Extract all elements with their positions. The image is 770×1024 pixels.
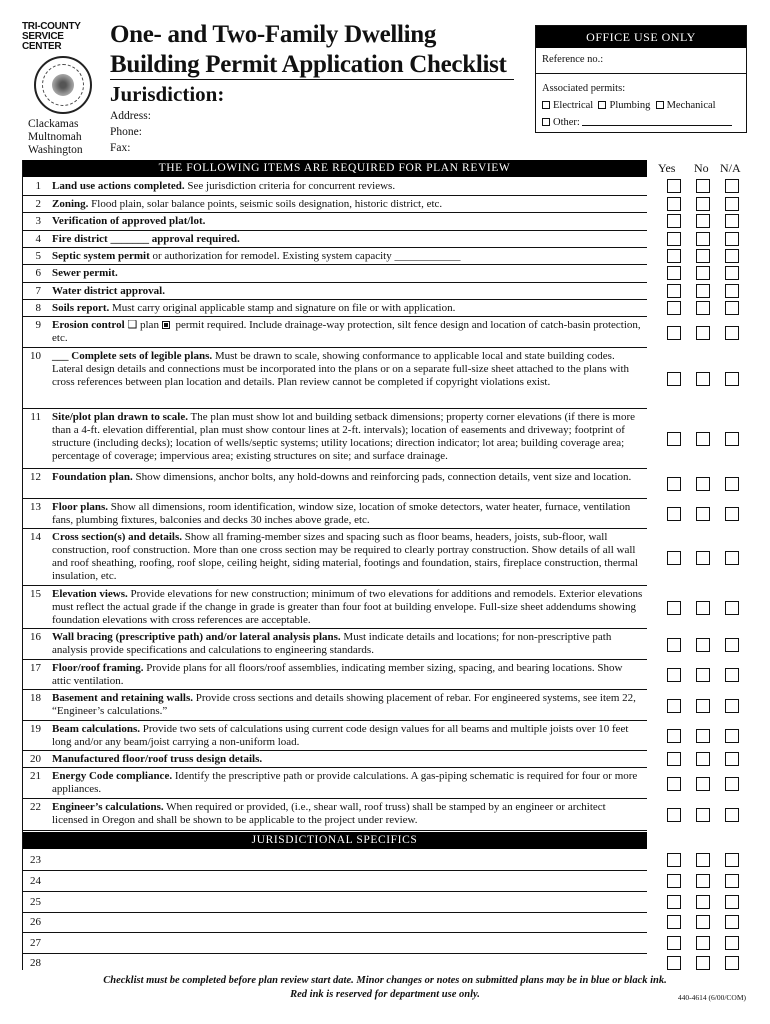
specifics-row[interactable] bbox=[22, 933, 647, 954]
checkbox-yes[interactable] bbox=[667, 284, 681, 298]
reference-label: Reference no.: bbox=[542, 54, 604, 65]
item-title: Cross section(s) and details. bbox=[52, 531, 182, 543]
item-title: Wall bracing (prescriptive path) and/or lateral analysis plans. bbox=[52, 631, 341, 643]
specifics-number: 23 bbox=[30, 854, 41, 866]
item-text bbox=[52, 501, 643, 527]
checkbox-no[interactable] bbox=[696, 936, 710, 950]
checkbox-no[interactable] bbox=[696, 668, 710, 682]
item-number: 6 bbox=[35, 267, 41, 279]
specifics-row[interactable] bbox=[22, 871, 647, 892]
item-title: Elevation views. bbox=[52, 588, 128, 600]
checklist-row bbox=[22, 248, 647, 265]
item-text bbox=[52, 180, 643, 193]
office-use-heading: OFFICE USE ONLY bbox=[536, 26, 746, 48]
electrical-checkbox[interactable] bbox=[542, 101, 550, 109]
checkbox-na[interactable] bbox=[725, 915, 739, 929]
checkbox-no[interactable] bbox=[696, 197, 710, 211]
checkbox-na[interactable] bbox=[725, 179, 739, 193]
county-seal-icon bbox=[34, 56, 92, 114]
jurisdictional-specifics-heading: JURISDICTIONAL SPECIFICS bbox=[22, 832, 647, 849]
agency-name bbox=[22, 22, 102, 52]
checkbox-yes[interactable] bbox=[667, 752, 681, 766]
item-text bbox=[52, 753, 643, 766]
checkbox-na[interactable] bbox=[725, 752, 739, 766]
county-multnomah: Multnomah bbox=[28, 131, 82, 143]
checkbox-yes[interactable] bbox=[667, 372, 681, 386]
item-number: 17 bbox=[30, 662, 41, 674]
other-permit bbox=[542, 114, 746, 131]
footer-note-line2: Red ink is reserved for department use only. bbox=[290, 989, 480, 1000]
checklist-row bbox=[22, 721, 647, 751]
checkbox-yes[interactable] bbox=[667, 197, 681, 211]
agency-line1: TRI-COUNTY bbox=[22, 21, 81, 32]
checkbox-no[interactable] bbox=[696, 729, 710, 743]
checkbox-yes[interactable] bbox=[667, 915, 681, 929]
item-number: 22 bbox=[30, 801, 41, 813]
mechanical-label: Mechanical bbox=[666, 100, 716, 111]
checklist-row bbox=[22, 196, 647, 213]
item-text bbox=[52, 302, 643, 315]
item-text bbox=[52, 250, 643, 263]
item-title: Sewer permit. bbox=[52, 267, 118, 279]
mechanical-checkbox[interactable] bbox=[656, 101, 664, 109]
checkbox-no[interactable] bbox=[696, 551, 710, 565]
item-number: 12 bbox=[30, 471, 41, 483]
checkbox-no[interactable] bbox=[696, 179, 710, 193]
checklist-row bbox=[22, 213, 647, 231]
item-description: Show all framing-member sizes and spacing such as floor beams, headers, joists, sub-floor, wall construction, roof construction. More than one cross section may be required to clearly portray construction. Show details of all wall and roof sheathing, roofing, roof slope, ceiling height, siding material, footings and foundation, stairs, fireplace construction, thermal insulation, etc. bbox=[52, 531, 638, 582]
other-input[interactable] bbox=[582, 116, 732, 126]
checklist-row bbox=[22, 768, 647, 799]
item-description: The plan must show lot and building setback dimensions; property corner elevations (if there is more than a 4-ft. elevation differential, plan must show contour lines at 2-ft. intervals); location of easements and driveway; footprint of structure (including decks); location of wells/septic systems; utility locations; direction indicator; lot area; building coverage area; percentage of coverage; impervious area; existing structures on site; and surface drainage. bbox=[52, 411, 636, 462]
item-number: 18 bbox=[30, 692, 41, 704]
checkbox-yes[interactable] bbox=[667, 179, 681, 193]
item-text bbox=[52, 801, 643, 827]
item-number: 1 bbox=[35, 180, 41, 192]
item-text bbox=[52, 319, 643, 345]
checkbox-yes[interactable] bbox=[667, 601, 681, 615]
checkbox-no[interactable] bbox=[696, 956, 710, 970]
item-text bbox=[52, 588, 643, 627]
checkbox-na[interactable] bbox=[725, 729, 739, 743]
checklist-row bbox=[22, 751, 647, 768]
item-description: Must indicate details and locations; for non-prescriptive path analysis provide specifications and calculations to engineering standards. bbox=[52, 631, 612, 656]
footer-note-line1: Checklist must be completed before plan review start date. Minor changes or notes on submitted plans may be in blue or black ink. bbox=[103, 975, 667, 986]
checklist-row bbox=[22, 529, 647, 586]
item-text bbox=[52, 285, 643, 298]
item-number: 9 bbox=[35, 319, 41, 331]
col-no-header: No bbox=[694, 161, 709, 175]
agency-logo bbox=[22, 22, 102, 174]
checkbox-no[interactable] bbox=[696, 266, 710, 280]
checklist-row bbox=[22, 317, 647, 348]
item-title: Basement and retaining walls. bbox=[52, 692, 193, 704]
item-title: Site/plot plan drawn to scale. bbox=[52, 411, 188, 423]
item-text bbox=[52, 350, 643, 389]
address-label: Address: bbox=[110, 110, 151, 122]
checkbox-yes[interactable] bbox=[667, 432, 681, 446]
checkbox-na[interactable] bbox=[725, 214, 739, 228]
checkbox-no[interactable] bbox=[696, 777, 710, 791]
checkbox-no[interactable] bbox=[696, 752, 710, 766]
item-number: 3 bbox=[35, 215, 41, 227]
checkbox-no[interactable] bbox=[696, 249, 710, 263]
specifics-number: 28 bbox=[30, 957, 41, 969]
checklist-row bbox=[22, 348, 647, 409]
checklist-row bbox=[22, 799, 647, 831]
checkbox-yes[interactable] bbox=[667, 874, 681, 888]
checkbox-no[interactable] bbox=[696, 301, 710, 315]
item-description: Identify the prescriptive path or provide calculations. A gas-piping schematic is required for four or more appliances. bbox=[52, 770, 638, 795]
permit-options bbox=[542, 97, 746, 114]
checkbox-na[interactable] bbox=[725, 668, 739, 682]
checkbox-na[interactable] bbox=[725, 699, 739, 713]
checkbox-yes[interactable] bbox=[667, 301, 681, 315]
col-na-header: N/A bbox=[720, 161, 741, 175]
checkbox-no[interactable] bbox=[696, 372, 710, 386]
contact-block bbox=[110, 108, 151, 156]
checkbox-na[interactable] bbox=[725, 432, 739, 446]
item-description: Must be drawn to scale, showing conformance to applicable local and state building codes. Lateral design details and connections must be incorporated into the plans or on a separate full-size sheet attached to the plans with cross references between plan location and details. Plan review cannot be completed if copyright violations exist. bbox=[52, 350, 630, 388]
checkbox-na[interactable] bbox=[725, 232, 739, 246]
item-text bbox=[52, 411, 643, 463]
checklist-row bbox=[22, 469, 647, 499]
item-number: 20 bbox=[30, 753, 41, 765]
checkbox-no[interactable] bbox=[696, 232, 710, 246]
specifics-row[interactable] bbox=[22, 953, 647, 970]
item-number: 7 bbox=[35, 285, 41, 297]
checkbox-yes[interactable] bbox=[667, 853, 681, 867]
item-number: 5 bbox=[35, 250, 41, 262]
checklist-row bbox=[22, 660, 647, 690]
item-title: Septic system permit bbox=[52, 250, 150, 262]
item-number: 21 bbox=[30, 770, 41, 782]
other-checkbox[interactable] bbox=[542, 118, 550, 126]
item-title: Foundation plan. bbox=[52, 471, 133, 483]
item-description: Provide elevations for new construction; minimum of two elevations for additions and remodels. Exterior elevations must reflect the actual grade if the change in grade is greater than four foot at building envelope. Full-size sheet addendums showing foundation elevations with cross references are acceptable. bbox=[52, 588, 643, 626]
table-left-border bbox=[22, 160, 23, 970]
agency-line2: SERVICE CENTER bbox=[22, 31, 64, 52]
plumbing-checkbox[interactable] bbox=[598, 101, 606, 109]
item-title: Water district approval. bbox=[52, 285, 165, 297]
item-title: Land use actions completed. bbox=[52, 180, 185, 192]
checkbox-na[interactable] bbox=[725, 249, 739, 263]
item-number: 10 bbox=[30, 350, 41, 362]
specifics-number: 25 bbox=[30, 896, 41, 908]
checklist-row bbox=[22, 300, 647, 317]
checkbox-yes[interactable] bbox=[667, 699, 681, 713]
electrical-label: Electrical bbox=[553, 100, 594, 111]
item-number: 4 bbox=[35, 233, 41, 245]
item-description: Provide two sets of calculations using current code design values for all beams and multiple joists over 10 feet long and/or any beam/joist carrying a non-uniform load. bbox=[52, 723, 629, 748]
item-text bbox=[52, 215, 643, 228]
checkbox-no[interactable] bbox=[696, 601, 710, 615]
checkbox-yes[interactable] bbox=[667, 808, 681, 822]
checkbox-yes[interactable] bbox=[667, 214, 681, 228]
item-text bbox=[52, 233, 643, 246]
plan-review-heading: THE FOLLOWING ITEMS ARE REQUIRED FOR PLAN REVIEW bbox=[22, 160, 647, 177]
checkbox-yes[interactable] bbox=[667, 232, 681, 246]
checkbox-na[interactable] bbox=[725, 936, 739, 950]
checkbox-na[interactable] bbox=[725, 601, 739, 615]
item-text bbox=[52, 198, 643, 211]
checkbox-no[interactable] bbox=[696, 432, 710, 446]
associated-permits bbox=[536, 74, 746, 131]
form-number: 440-4614 (6/00/COM) bbox=[677, 993, 746, 1002]
checklist-row bbox=[22, 629, 647, 660]
specifics-number: 24 bbox=[30, 875, 41, 887]
checklist-row bbox=[22, 409, 647, 469]
checkbox-yes[interactable] bbox=[667, 936, 681, 950]
checkbox-no[interactable] bbox=[696, 808, 710, 822]
specifics-number: 26 bbox=[30, 916, 41, 928]
checkbox-no[interactable] bbox=[696, 284, 710, 298]
checklist-row bbox=[22, 586, 647, 629]
item-description: Provide cross sections and details showing placement of rebar. For engineered systems, see item 22, “Engineer’s calculations.” bbox=[52, 692, 636, 717]
counties-list bbox=[22, 118, 102, 157]
plumbing-label: Plumbing bbox=[609, 100, 651, 111]
checkbox-yes[interactable] bbox=[667, 477, 681, 491]
item-text bbox=[52, 471, 643, 484]
checkbox-yes[interactable] bbox=[667, 956, 681, 970]
checkbox-no[interactable] bbox=[696, 874, 710, 888]
erosion-permit-checkbox[interactable] bbox=[162, 321, 170, 329]
item-text bbox=[52, 662, 643, 688]
reference-field[interactable] bbox=[536, 48, 746, 74]
item-title: Floor plans. bbox=[52, 501, 109, 513]
erosion-plan-option: ❑ plan bbox=[124, 319, 162, 331]
item-title: ___ Complete sets of legible plans. bbox=[52, 350, 213, 362]
item-title: Fire district _______ approval required. bbox=[52, 233, 240, 245]
associated-label: Associated permits: bbox=[542, 83, 626, 94]
checkbox-no[interactable] bbox=[696, 638, 710, 652]
specifics-row[interactable] bbox=[22, 850, 647, 871]
checklist-row bbox=[22, 231, 647, 248]
jurisdiction-label: Jurisdiction: bbox=[110, 82, 225, 106]
item-number: 16 bbox=[30, 631, 41, 643]
item-description: or authorization for remodel. Existing system capacity ____________ bbox=[149, 250, 461, 262]
checkbox-yes[interactable] bbox=[667, 551, 681, 565]
item-title: Energy Code compliance. bbox=[52, 770, 173, 782]
item-description: Must carry original applicable stamp and signature on file or with application. bbox=[109, 302, 456, 314]
item-number: 8 bbox=[35, 302, 41, 314]
item-description: Show dimensions, anchor bolts, any hold-downs and reinforcing pads, connection details, vent size and location. bbox=[132, 471, 632, 483]
phone-label: Phone: bbox=[110, 126, 142, 138]
checkbox-na[interactable] bbox=[725, 956, 739, 970]
specifics-row[interactable] bbox=[22, 912, 647, 933]
office-use-box bbox=[535, 25, 747, 133]
checkbox-na[interactable] bbox=[725, 777, 739, 791]
checkbox-no[interactable] bbox=[696, 853, 710, 867]
item-description: See jurisdiction criteria for concurrent reviews. bbox=[184, 180, 396, 192]
checkbox-na[interactable] bbox=[725, 326, 739, 340]
item-text bbox=[52, 692, 643, 718]
checkbox-na[interactable] bbox=[725, 284, 739, 298]
title-line1: One- and Two-Family Dwelling bbox=[110, 21, 437, 48]
county-washington: Washington bbox=[28, 144, 83, 156]
checkbox-yes[interactable] bbox=[667, 266, 681, 280]
item-text bbox=[52, 723, 643, 749]
checkbox-yes[interactable] bbox=[667, 326, 681, 340]
item-description: permit required. Include drainage-way protection, silt fence design and location of catch-basin protection, etc. bbox=[52, 319, 641, 344]
item-description: Show all dimensions, room identification, window size, location of smoke detectors, water heater, furnace, ventilation fans, plumbing fixtures, balconies and decks 30 inches above grade, etc. bbox=[52, 501, 631, 526]
checklist-row bbox=[22, 690, 647, 721]
checklist-row bbox=[22, 178, 647, 196]
item-description: When required or provided, (i.e., shear wall, roof truss) shall be stamped by an engineer or architect licensed in Oregon and shall be shown to be applicable to the project under review. bbox=[52, 801, 606, 826]
checkbox-na[interactable] bbox=[725, 266, 739, 280]
checkbox-no[interactable] bbox=[696, 895, 710, 909]
col-yes-header: Yes bbox=[658, 161, 676, 175]
item-title: Floor/roof framing. bbox=[52, 662, 144, 674]
title-line2: Building Permit Application Checklist bbox=[110, 51, 507, 78]
checkbox-na[interactable] bbox=[725, 638, 739, 652]
checkbox-yes[interactable] bbox=[667, 507, 681, 521]
checkbox-na[interactable] bbox=[725, 808, 739, 822]
item-number: 13 bbox=[30, 501, 41, 513]
item-description: Flood plain, solar balance points, seismic soils designation, historic district, etc. bbox=[88, 198, 443, 210]
checkbox-na[interactable] bbox=[725, 853, 739, 867]
specifics-number: 27 bbox=[30, 937, 41, 949]
checkbox-yes[interactable] bbox=[667, 729, 681, 743]
item-title: Manufactured floor/roof truss design details. bbox=[52, 753, 263, 765]
item-text bbox=[52, 531, 643, 583]
other-label: Other: bbox=[553, 117, 580, 128]
item-title: Erosion control bbox=[52, 319, 125, 331]
item-number: 14 bbox=[30, 531, 41, 543]
item-number: 19 bbox=[30, 723, 41, 735]
page-title bbox=[110, 20, 507, 80]
checkbox-na[interactable] bbox=[725, 874, 739, 888]
item-title: Verification of approved plat/lot. bbox=[52, 215, 206, 227]
checkbox-no[interactable] bbox=[696, 326, 710, 340]
item-text bbox=[52, 770, 643, 796]
item-title: Engineer’s calculations. bbox=[52, 801, 164, 813]
checklist-row bbox=[22, 499, 647, 529]
title-divider bbox=[110, 79, 514, 80]
checkbox-na[interactable] bbox=[725, 507, 739, 521]
checkbox-no[interactable] bbox=[696, 915, 710, 929]
checkbox-yes[interactable] bbox=[667, 668, 681, 682]
checkbox-yes[interactable] bbox=[667, 249, 681, 263]
item-text bbox=[52, 631, 643, 657]
checkbox-na[interactable] bbox=[725, 551, 739, 565]
fax-label: Fax: bbox=[110, 142, 131, 154]
checkbox-no[interactable] bbox=[696, 214, 710, 228]
item-title: Soils report. bbox=[52, 302, 110, 314]
checkbox-no[interactable] bbox=[696, 477, 710, 491]
specifics-row[interactable] bbox=[22, 892, 647, 913]
checkbox-na[interactable] bbox=[725, 197, 739, 211]
county-clackamas: Clackamas bbox=[28, 118, 79, 130]
checkbox-no[interactable] bbox=[696, 699, 710, 713]
checkbox-na[interactable] bbox=[725, 895, 739, 909]
checkbox-na[interactable] bbox=[725, 301, 739, 315]
item-text bbox=[52, 267, 643, 280]
checkbox-yes[interactable] bbox=[667, 638, 681, 652]
checkbox-na[interactable] bbox=[725, 477, 739, 491]
checkbox-yes[interactable] bbox=[667, 777, 681, 791]
checkbox-no[interactable] bbox=[696, 507, 710, 521]
item-description: Provide plans for all floors/roof assemblies, indicating member sizing, spacing, and bearing locations. Show attic ventilation. bbox=[52, 662, 623, 687]
item-title: Zoning. bbox=[52, 198, 89, 210]
item-number: 2 bbox=[35, 198, 41, 210]
checkbox-na[interactable] bbox=[725, 372, 739, 386]
item-number: 15 bbox=[30, 588, 41, 600]
checklist-row bbox=[22, 283, 647, 300]
checkbox-yes[interactable] bbox=[667, 895, 681, 909]
checklist-row bbox=[22, 265, 647, 283]
item-title: Beam calculations. bbox=[52, 723, 140, 735]
item-number: 11 bbox=[30, 411, 41, 423]
